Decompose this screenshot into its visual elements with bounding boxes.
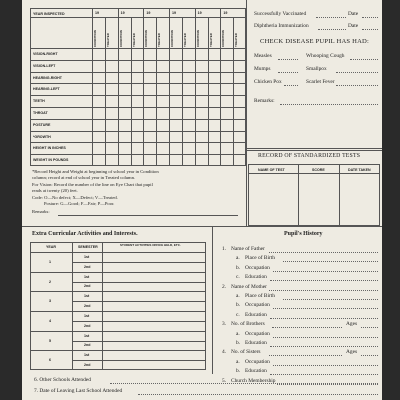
tests-heading: RECORD OF STANDARDIZED TESTS <box>258 153 361 159</box>
diphtheria-label: Diphtheria Immunization <box>254 23 309 29</box>
row-label: VISION-LEFT <box>33 63 56 68</box>
history-number: 5. <box>222 377 227 384</box>
history-number: 3. <box>222 321 227 328</box>
history-ages-label: Ages <box>346 321 358 328</box>
history-number: c. <box>236 311 240 318</box>
row-label: WEIGHT IN POUNDS <box>33 158 69 163</box>
col-label: TREATED <box>182 33 187 47</box>
row-label: POSTURE <box>33 122 51 127</box>
history-number: 2. <box>222 283 227 290</box>
col-label: TREATED <box>131 33 136 47</box>
semester-label: 1st <box>84 294 90 299</box>
semester-label: 1st <box>84 353 90 358</box>
extra-col-activities: STUDENT ACTIVITIES OFFICE HELD, ETC. <box>120 243 181 247</box>
history-number: a. <box>236 358 240 365</box>
tests-col-date: DATE TAKEN <box>348 168 371 172</box>
diphtheria-date-label: Date <box>348 23 359 29</box>
col-label: CONDITION <box>195 30 200 47</box>
extra-col-semester: SEMESTER <box>78 245 98 249</box>
history-item-label: Name of Mother <box>231 283 267 290</box>
year-label: 2 <box>49 279 51 284</box>
semester-label: 2nd <box>84 323 91 328</box>
history-item-label: Education <box>245 368 267 375</box>
disease-label: Smallpox <box>306 66 327 72</box>
vaccinated-date-label: Date <box>348 11 359 17</box>
health-remarks-label: Remarks: <box>32 209 50 214</box>
semester-label: 2nd <box>84 304 91 309</box>
col-label: CONDITION <box>170 30 174 47</box>
col-label: TREATED <box>234 33 239 47</box>
history-item-label: Education <box>245 311 267 318</box>
year-label: 6 <box>49 358 51 363</box>
footnote-6: Posture: G—Good; F—Fair; P—Poor. <box>44 201 115 206</box>
history-number: 4. <box>222 349 227 356</box>
vaccination-remarks-label: Remarks: <box>254 98 275 104</box>
year-prefix: 19 <box>197 11 202 15</box>
disease-label: Measles <box>254 53 272 59</box>
year-prefix: 19 <box>172 11 176 15</box>
year-label: 4 <box>49 318 51 323</box>
history-number: a. <box>236 255 240 262</box>
year-label: 3 <box>49 299 51 304</box>
footnote-5: Code: O—No defect; X—Defect; V—Treated. <box>32 195 118 200</box>
semester-label: 2nd <box>84 284 91 289</box>
vaccinated-label: Successfully Vaccinated <box>254 11 307 17</box>
history-item-label: Occupation <box>245 302 270 309</box>
year-label: 5 <box>49 338 51 343</box>
disease-label: Mumps <box>254 66 271 72</box>
row-label: HEARING-LEFT <box>33 87 60 92</box>
year-prefix: 19 <box>223 11 228 15</box>
row-label: TEETH <box>33 99 45 104</box>
history-item-label: Education <box>245 274 267 281</box>
col-label: CONDITION <box>144 30 149 47</box>
health-remarks-line <box>58 215 238 216</box>
year-inspected-label: YEAR INSPECTED <box>33 12 65 16</box>
row-label: THROAT <box>33 110 48 115</box>
history-item-label: Name of Father <box>231 246 265 252</box>
col-label: TREATED <box>208 33 213 47</box>
history-number: 1. <box>222 246 227 252</box>
disease-label: Scarlet Fever <box>306 79 335 85</box>
row-label: HEIGHT IN INCHES <box>33 146 66 151</box>
history-number: b. <box>236 368 241 375</box>
semester-label: 2nd <box>84 343 91 348</box>
col-label: CONDITION <box>221 30 226 47</box>
row-label: *GROWTH <box>33 134 51 139</box>
history-number: b. <box>236 340 241 346</box>
date-leaving-label: 7. Date of Leaving Last School Attended <box>34 388 123 394</box>
disease-label: Chicken Pox <box>254 79 282 85</box>
history-number: a. <box>236 330 240 337</box>
col-label: TREATED <box>105 33 110 47</box>
history-number: b. <box>236 302 241 309</box>
col-label: CONDITION <box>93 30 97 47</box>
year-prefix: 19 <box>120 11 125 15</box>
history-ages-label: Ages <box>346 349 358 356</box>
disease-label: Whooping Cough <box>306 53 345 59</box>
row-label: HEARING-RIGHT <box>33 75 62 80</box>
record-card <box>22 0 382 400</box>
history-item-label: Place of Birth <box>245 255 275 262</box>
col-label: CONDITION <box>118 30 123 47</box>
check-disease-heading: CHECK DISEASE PUPIL HAS HAD: <box>260 38 370 45</box>
history-item-label: Occupation <box>245 330 270 337</box>
semester-label: 1st <box>84 333 90 338</box>
history-number: b. <box>236 264 241 271</box>
extra-col-year: YEAR <box>46 245 56 249</box>
history-item-label: Place of Birth <box>245 293 275 299</box>
col-label: TREATED <box>157 33 162 47</box>
history-item-label: Education <box>245 340 267 346</box>
row-label: VISION-RIGHT <box>33 51 58 56</box>
semester-label: 1st <box>84 313 90 318</box>
history-item-label: Occupation <box>245 264 270 271</box>
history-number: a. <box>236 293 240 299</box>
footnote-1: *Record Height and Weight at beginning of school year in Condition <box>32 169 159 174</box>
year-prefix: 19 <box>95 11 99 15</box>
tests-col-name: NAME OF TEST <box>258 168 285 172</box>
semester-label: 1st <box>84 254 90 259</box>
history-item-label: Occupation <box>245 358 270 365</box>
footnote-3: For Vision: Record the number of the line on Eye Chart that pupil <box>32 182 153 187</box>
extra-heading: Extra Curricular Activities and Interests. <box>32 231 138 237</box>
history-number: c. <box>236 274 240 281</box>
history-item-label: No. of Brothers <box>231 321 265 328</box>
year-prefix: 19 <box>146 11 151 15</box>
semester-label: 2nd <box>84 264 91 269</box>
history-heading: Pupil's History <box>284 231 323 237</box>
semester-label: 1st <box>84 274 90 279</box>
year-label: 1 <box>49 259 51 264</box>
footnote-2: column; record at end of school year in Treated column. <box>32 175 136 180</box>
center-divider <box>246 0 247 226</box>
other-schools-label: 6. Other Schools Attended <box>34 377 91 383</box>
tests-col-score: SCORE <box>312 168 325 172</box>
history-item-label: Church Membership <box>231 377 276 384</box>
footnote-4: reads at twenty (20) feet. <box>32 188 78 193</box>
semester-label: 2nd <box>84 363 91 368</box>
history-item-label: No. of Sisters <box>231 349 261 356</box>
